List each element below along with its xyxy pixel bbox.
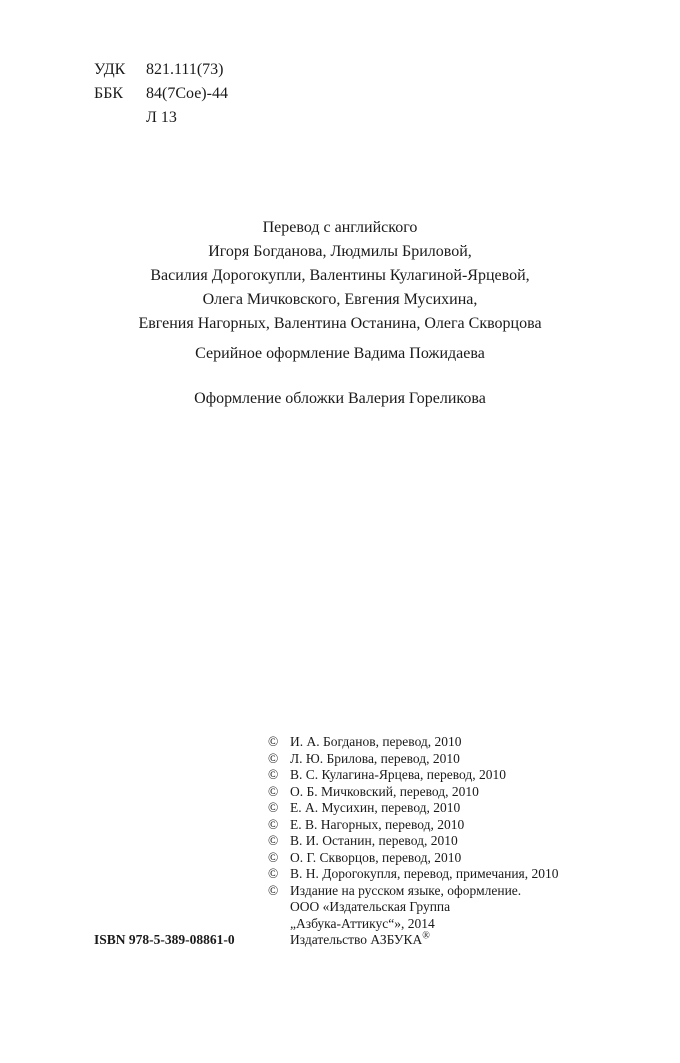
publisher-line	[268, 932, 559, 949]
publisher-name: Издательство АЗБУКА	[290, 932, 423, 947]
copyright-text: О. Г. Скворцов, перевод, 2010	[290, 849, 462, 865]
copyright-text: В. С. Кулагина-Ярцева, перевод, 2010	[290, 767, 506, 782]
registered-mark-icon: ®	[422, 930, 430, 942]
copyright-sign: ©	[268, 849, 279, 865]
translators-block	[0, 216, 680, 336]
copyright-sign: ©	[268, 767, 279, 782]
copyright-block	[268, 734, 559, 949]
udk-label: УДК	[94, 61, 126, 78]
copyright-text: В. И. Останин, перевод, 2010	[290, 833, 458, 848]
copyright-sign: ©	[268, 783, 279, 799]
translator-line: Олега Мичковского, Евгения Мусихина,	[202, 291, 478, 308]
translation-heading: Перевод с английского	[262, 219, 418, 236]
copyright-entry	[268, 784, 559, 801]
series-design-credit: Серийное оформление Вадима Пожидаева	[195, 345, 485, 362]
copyright-entry	[268, 850, 559, 867]
copyright-text: О. Б. Мичковский, перевод, 2010	[290, 783, 479, 799]
udk-row	[94, 58, 228, 82]
copyright-entry	[268, 817, 559, 834]
copyright-entry	[268, 883, 559, 900]
copyright-sign: ©	[268, 816, 279, 832]
copyright-entry	[268, 734, 559, 751]
copyright-text: Издание на русском языке, оформление.	[290, 882, 522, 898]
copyright-sign: ©	[268, 866, 279, 881]
publisher-line: „Азбука-Аттикус“», 2014	[290, 915, 435, 931]
isbn: ISBN 978-5-389-08861-0	[94, 932, 235, 947]
udk-value: 821.111(73)	[146, 61, 224, 78]
author-mark: Л 13	[146, 109, 177, 126]
copyright-sign: ©	[268, 833, 279, 848]
copyright-text: Е. А. Мусихин, перевод, 2010	[290, 800, 461, 815]
copyright-entry	[268, 833, 559, 850]
bbk-row	[94, 82, 228, 106]
copyright-text: Е. В. Нагорных, перевод, 2010	[290, 816, 465, 832]
copyright-text: В. Н. Дорогокупля, перевод, примечания, 2010	[290, 866, 559, 881]
copyright-sign: ©	[268, 750, 279, 766]
translator-line: Евгения Нагорных, Валентина Останина, Олега Скворцова	[138, 315, 542, 332]
copyright-entry	[268, 800, 559, 817]
cover-design-credit: Оформление обложки Валерия Гореликова	[194, 390, 486, 407]
bbk-label: ББК	[94, 85, 124, 102]
copyright-entry	[268, 751, 559, 768]
translator-line: Василия Дорогокупли, Валентины Кулагиной-Ярцевой,	[150, 267, 530, 284]
translator-line: Игоря Богданова, Людмилы Бриловой,	[208, 243, 472, 260]
classification-block	[94, 58, 228, 130]
author-mark-row	[94, 106, 228, 130]
copyright-sign: ©	[268, 734, 279, 749]
copyright-text: И. А. Богданов, перевод, 2010	[290, 734, 462, 749]
copyright-entry	[268, 767, 559, 784]
publisher-line: ООО «Издательская Группа	[290, 899, 451, 914]
copyright-entry	[268, 866, 559, 883]
bbk-value: 84(7Сое)-44	[146, 85, 228, 102]
copyright-sign: ©	[268, 800, 279, 815]
copyright-text: Л. Ю. Брилова, перевод, 2010	[290, 750, 460, 766]
copyright-sign: ©	[268, 882, 279, 898]
